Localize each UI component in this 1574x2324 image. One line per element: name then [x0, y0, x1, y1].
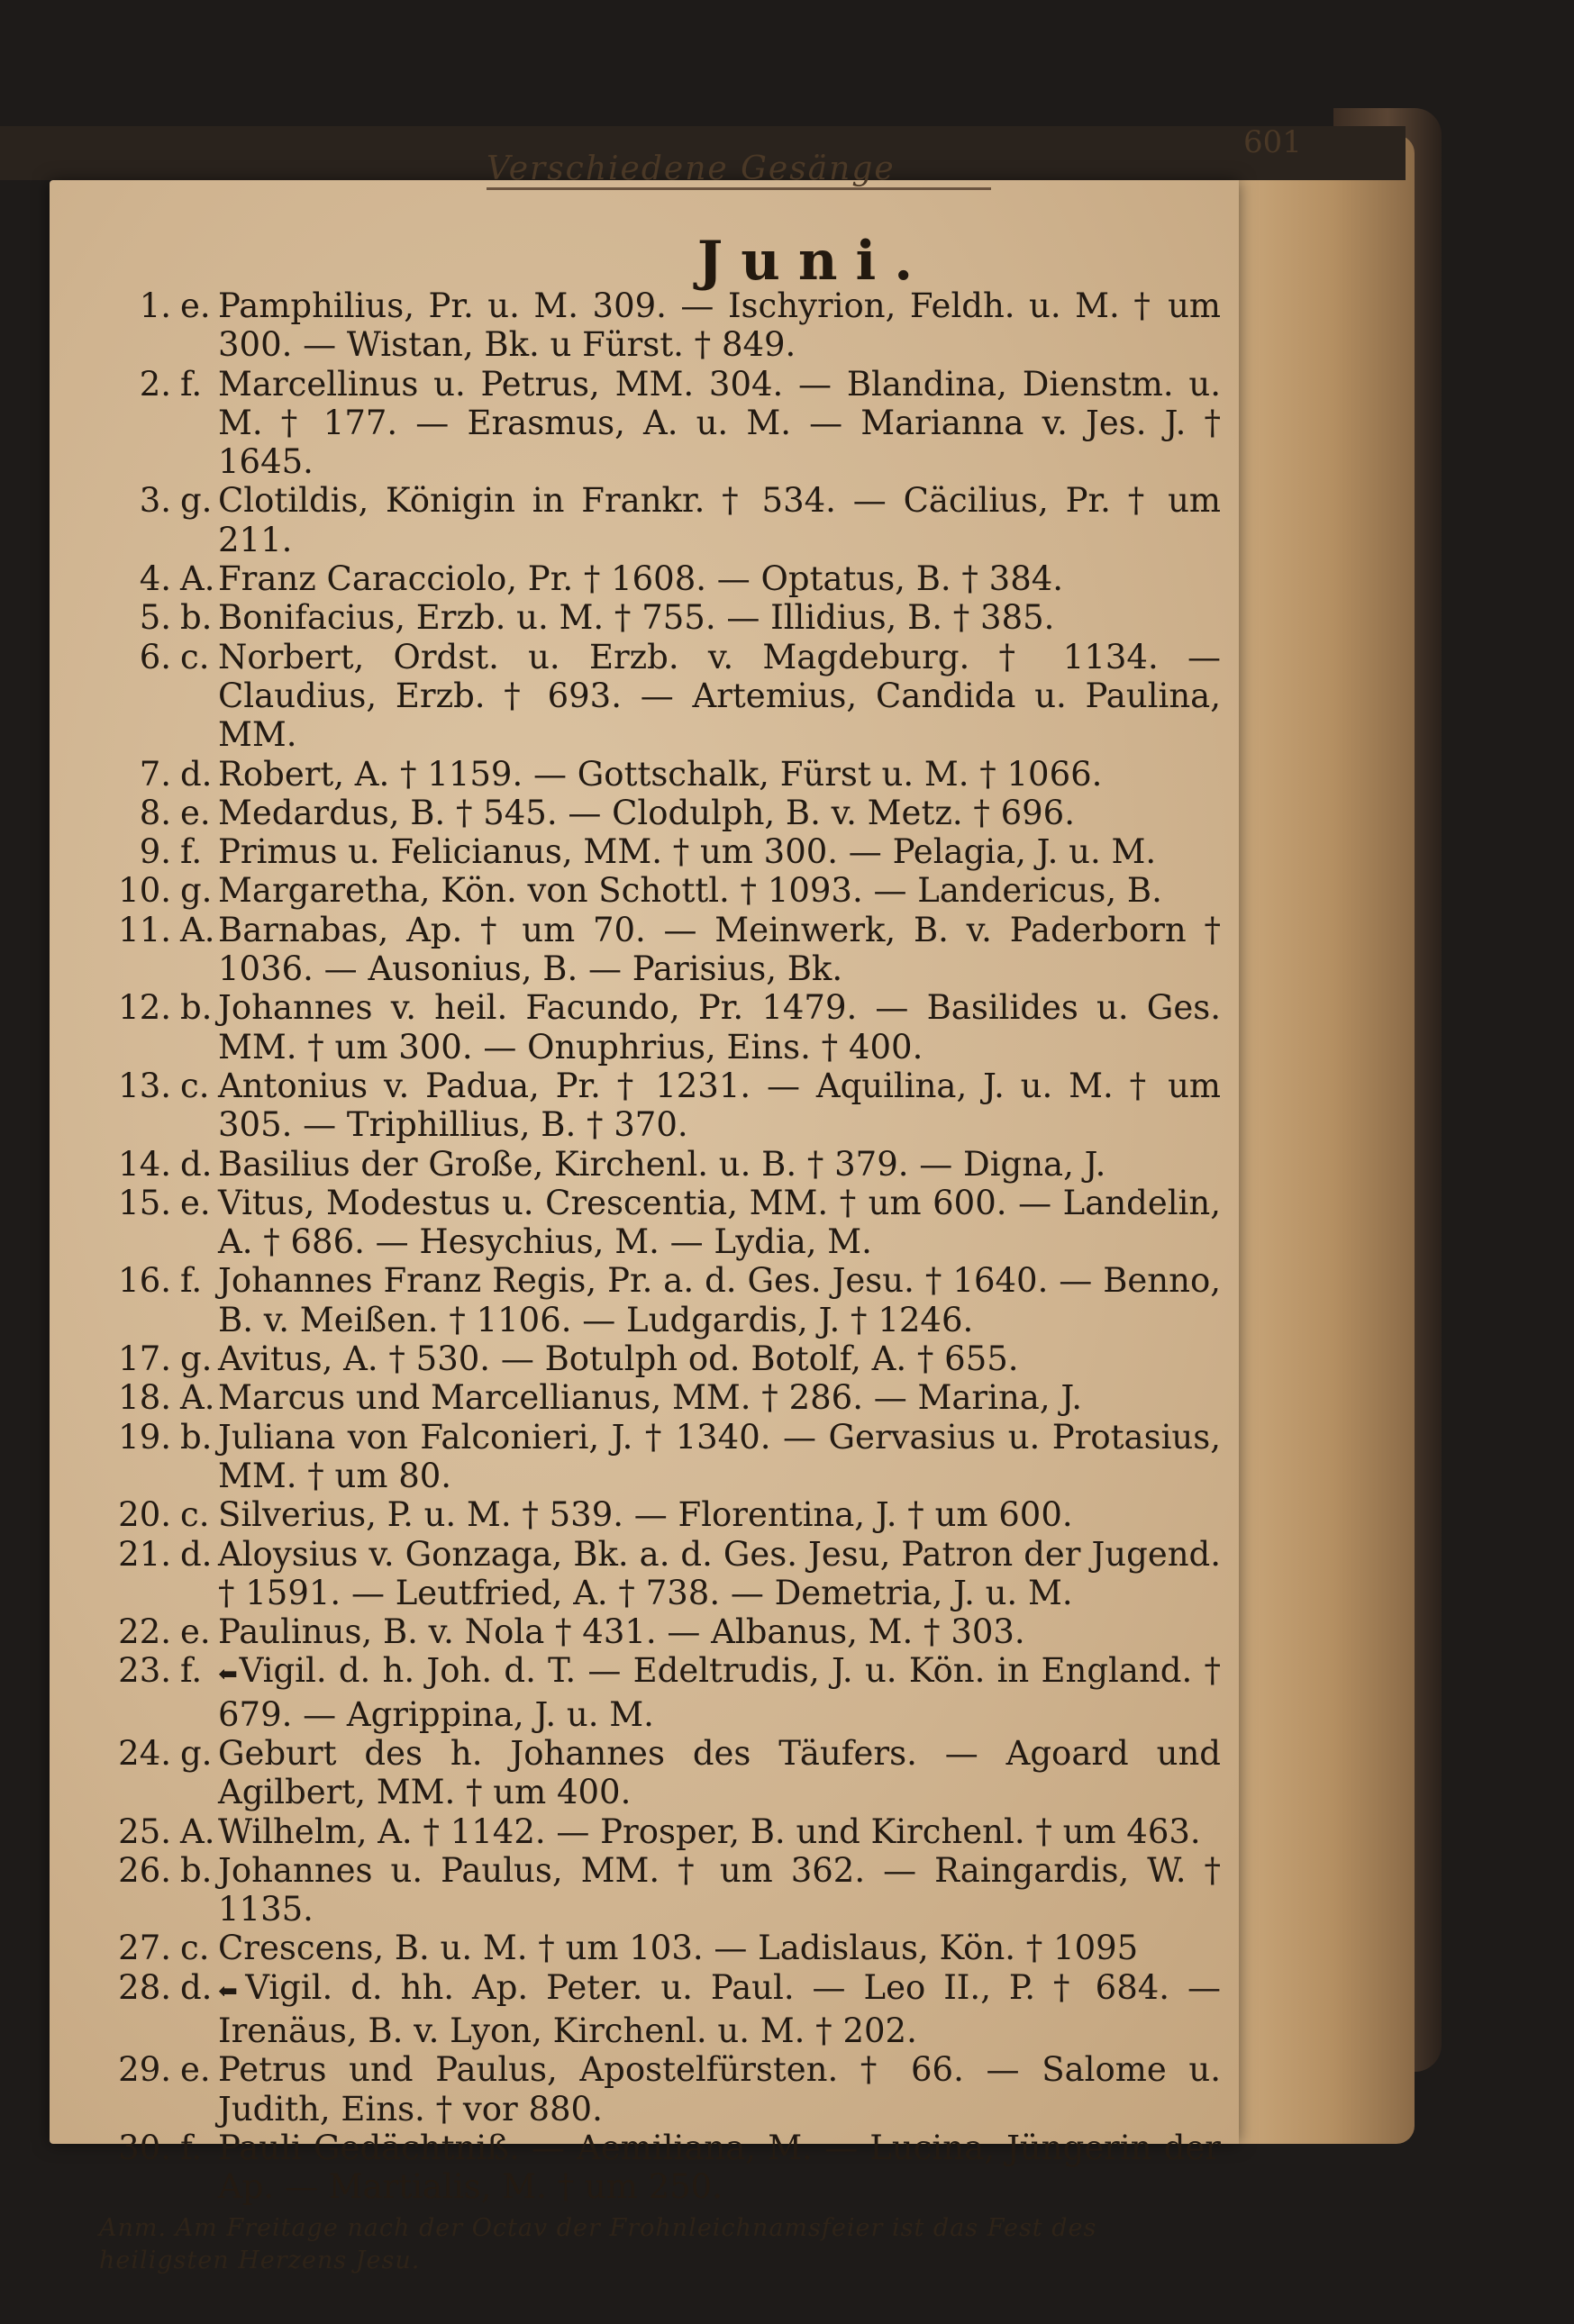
- day-number: 5.: [139, 598, 171, 638]
- footnote: Anm. Am Freitage nach der Octav der Frohnleichnamsfeier ist das Fest des heiligsten Herzens Jesu.: [99, 2213, 1097, 2274]
- page-number: 601: [1243, 124, 1302, 160]
- calendar-entry: [99, 1651, 1221, 1734]
- saints-text: Bonifacius, Erzb. u. M. † 755. — Illidius, B. † 385.: [218, 598, 1055, 638]
- dominical-letter: e.: [180, 286, 211, 325]
- calendar-entry: [99, 1067, 1221, 1145]
- calendar-entry: [99, 911, 1221, 989]
- dominical-letter: f.: [180, 832, 203, 872]
- saints-text: Franz Caracciolo, Pr. † 1608. — Optatus, B. † 384.: [218, 559, 1064, 599]
- day-number: 12.: [118, 988, 171, 1028]
- calendar-entry: [99, 1968, 1221, 2051]
- saints-text: ⬅ Vigil. d. h. Joh. d. T. — Edeltrudis, J. u. Kön. in England. † 679. — Agrippina, J. u. M.: [218, 1651, 1221, 1734]
- calendar-entry: [99, 638, 1221, 755]
- calendar-entry: [99, 1851, 1221, 1929]
- calendar-entry: [99, 2050, 1221, 2129]
- day-number: 14.: [118, 1144, 171, 1184]
- calendar-entry: [99, 1929, 1221, 1967]
- calendar-entry: [99, 794, 1221, 832]
- dominical-letter: b.: [180, 988, 213, 1028]
- saints-text: Antonius v. Padua, Pr. † 1231. — Aquilina, J. u. M. † um 305. — Triphillius, B. † 370.: [218, 1066, 1221, 1145]
- calendar-entry: [99, 1184, 1221, 1262]
- saints-text: Pauli Gedächtniß. — Aemiliana, M. — Lucina, Jüngerin der Ap. — Martialis, M. † um 250.: [218, 2128, 1221, 2207]
- saints-text: Silverius, P. u. M. † 539. — Florentina, J. † um 600.: [218, 1495, 1073, 1535]
- calendar-entry: [99, 1378, 1221, 1417]
- calendar-entry: [99, 1261, 1221, 1339]
- saints-text: Clotildis, Königin in Frankr. † 534. — Cäcilius, Pr. † um 211.: [218, 481, 1221, 559]
- dominical-letter: e.: [180, 2050, 211, 2090]
- day-number: 24.: [118, 1733, 171, 1773]
- dominical-letter: c.: [180, 637, 210, 676]
- day-number: 28.: [118, 1967, 171, 2007]
- dominical-letter: b.: [180, 598, 213, 638]
- calendar-entry: [99, 1734, 1221, 1812]
- dominical-letter: f.: [180, 1261, 203, 1301]
- saints-text: Aloysius v. Gonzaga, Bk. a. d. Ges. Jesu, Patron der Jugend. † 1591. — Leutfried, A. † 738. — Demetria, J. u. M.: [218, 1534, 1221, 1612]
- calendar-entry: [99, 1812, 1221, 1851]
- calendar-entry: [99, 1339, 1221, 1378]
- day-number: 26.: [118, 1850, 171, 1890]
- day-number: 13.: [118, 1066, 171, 1105]
- dominical-letter: A.: [180, 1378, 215, 1418]
- calendar-list: [99, 286, 1221, 2277]
- saints-text: ⬅ Vigil. d. hh. Ap. Peter. u. Paul. — Leo II., P. † 684. — Irenäus, B. v. Lyon, Kirchenl. u. M. † 202.: [218, 1967, 1221, 2051]
- saints-text: Norbert, Ordst. u. Erzb. v. Magdeburg. † 1134. — Claudius, Erzb. † 693. — Artemius, Candida u. Paulina, MM.: [218, 637, 1221, 755]
- saints-text: Margaretha, Kön. von Schottl. † 1093. — Landericus, B.: [218, 871, 1162, 911]
- saints-text: Johannes Franz Regis, Pr. a. d. Ges. Jesu. † 1640. — Benno, B. v. Meißen. † 1106. — Ludgardis, J. † 1246.: [218, 1261, 1221, 1339]
- day-number: 8.: [139, 793, 171, 832]
- day-number: 25.: [118, 1811, 171, 1851]
- day-number: 3.: [139, 481, 171, 521]
- dominical-letter: f.: [180, 364, 203, 404]
- day-number: 4.: [139, 559, 171, 599]
- page-edges: [1234, 135, 1415, 2144]
- saints-text: Geburt des h. Johannes des Täufers. — Agoard und Agilbert, MM. † um 400.: [218, 1733, 1221, 1812]
- calendar-entry: [99, 365, 1221, 482]
- fish-icon: ⬅: [218, 1661, 240, 1689]
- calendar-entry: [99, 598, 1221, 637]
- day-number: 17.: [118, 1339, 171, 1379]
- dominical-letter: g.: [180, 481, 213, 521]
- calendar-entry: [99, 2129, 1221, 2207]
- dominical-letter: d.: [180, 1534, 213, 1574]
- dominical-letter: g.: [180, 1733, 213, 1773]
- calendar-entry: [99, 871, 1221, 910]
- dominical-letter: c.: [180, 1929, 210, 1968]
- dominical-letter: c.: [180, 1495, 210, 1535]
- month-title: Juni.: [696, 230, 932, 293]
- day-number: 11.: [118, 910, 171, 949]
- saints-text: Petrus und Paulus, Apostelfürsten. † 66. — Salome u. Judith, Eins. † vor 880.: [218, 2050, 1221, 2129]
- day-number: 20.: [118, 1495, 171, 1535]
- dominical-letter: e.: [180, 1612, 211, 1652]
- calendar-entry: [99, 1495, 1221, 1534]
- calendar-entry: [99, 1418, 1221, 1496]
- day-number: 19.: [118, 1417, 171, 1457]
- day-number: 23.: [118, 1651, 171, 1691]
- calendar-entry: [99, 988, 1221, 1067]
- dominical-letter: f.: [180, 2128, 203, 2167]
- day-number: 9.: [139, 832, 171, 872]
- day-number: 30.: [118, 2128, 171, 2167]
- saints-text: Wilhelm, A. † 1142. — Prosper, B. und Kirchenl. † um 463.: [218, 1811, 1201, 1851]
- saints-text: Juliana von Falconieri, J. † 1340. — Gervasius u. Protasius, MM. † um 80.: [218, 1417, 1221, 1495]
- calendar-entry: [99, 1145, 1221, 1184]
- day-number: 22.: [118, 1612, 171, 1652]
- dominical-letter: A.: [180, 559, 215, 599]
- day-number: 27.: [118, 1929, 171, 1968]
- saints-text: Robert, A. † 1159. — Gottschalk, Fürst u. M. † 1066.: [218, 754, 1103, 794]
- day-number: 6.: [139, 637, 171, 676]
- dominical-letter: d.: [180, 754, 213, 794]
- day-number: 7.: [139, 754, 171, 794]
- calendar-entry: [99, 481, 1221, 559]
- dominical-letter: A.: [180, 910, 215, 949]
- day-number: 10.: [118, 871, 171, 911]
- calendar-entry: [99, 286, 1221, 365]
- entries: [99, 286, 1221, 2207]
- dominical-letter: f.: [180, 1651, 203, 1691]
- dominical-letter: d.: [180, 1967, 213, 2007]
- calendar-entry: [99, 559, 1221, 598]
- running-head: Verschiedene Gesänge: [487, 151, 991, 190]
- dominical-letter: A.: [180, 1811, 215, 1851]
- saints-text: Primus u. Felicianus, MM. † um 300. — Pelagia, J. u. M.: [218, 832, 1157, 872]
- saints-text: Marcus und Marcellianus, MM. † 286. — Marina, J.: [218, 1378, 1083, 1418]
- calendar-entry: [99, 1535, 1221, 1613]
- dominical-letter: g.: [180, 1339, 213, 1379]
- saints-text: Vitus, Modestus u. Crescentia, MM. † um 600. — Landelin, A. † 686. — Hesychius, M. — Lydia, M.: [218, 1183, 1221, 1262]
- fish-icon: ⬅: [218, 1977, 246, 2005]
- saints-text: Johannes u. Paulus, MM. † um 362. — Raingardis, W. † 1135.: [218, 1850, 1221, 1929]
- saints-text: Barnabas, Ap. † um 70. — Meinwerk, B. v. Paderborn † 1036. — Ausonius, B. — Parisius, Bk.: [218, 910, 1221, 989]
- day-number: 1.: [139, 286, 171, 325]
- dominical-letter: e.: [180, 793, 211, 832]
- saints-text: Johannes v. heil. Facundo, Pr. 1479. — Basilides u. Ges. MM. † um 300. — Onuphrius, Eins. † 400.: [218, 988, 1221, 1067]
- calendar-entry: [99, 1612, 1221, 1651]
- saints-text: Avitus, A. † 530. — Botulph od. Botolf, A. † 655.: [218, 1339, 1019, 1379]
- day-number: 15.: [118, 1183, 171, 1222]
- dominical-letter: e.: [180, 1183, 211, 1222]
- day-number: 29.: [118, 2050, 171, 2090]
- dominical-letter: g.: [180, 871, 213, 911]
- dominical-letter: b.: [180, 1417, 213, 1457]
- saints-text: Pamphilius, Pr. u. M. 309. — Ischyrion, Feldh. u. M. † um 300. — Wistan, Bk. u Fürst. † 849.: [218, 286, 1221, 365]
- day-number: 18.: [118, 1378, 171, 1418]
- saints-text: Paulinus, B. v. Nola † 431. — Albanus, M. † 303.: [218, 1612, 1025, 1652]
- day-number: 16.: [118, 1261, 171, 1301]
- dominical-letter: d.: [180, 1144, 213, 1184]
- saints-text: Medardus, B. † 545. — Clodulph, B. v. Metz. † 696.: [218, 793, 1075, 832]
- saints-text: Marcellinus u. Petrus, MM. 304. — Blandina, Dienstm. u. M. † 177. — Erasmus, A. u. M. — Marianna v. Jes. J. † 1645.: [218, 364, 1221, 482]
- dominical-letter: c.: [180, 1066, 210, 1105]
- calendar-entry: [99, 832, 1221, 871]
- saints-text: Crescens, B. u. M. † um 103. — Ladislaus, Kön. † 1095: [218, 1929, 1139, 1968]
- day-number: 2.: [139, 364, 171, 404]
- saints-text: Basilius der Große, Kirchenl. u. B. † 379. — Digna, J.: [218, 1144, 1106, 1184]
- dominical-letter: b.: [180, 1850, 213, 1890]
- day-number: 21.: [118, 1534, 171, 1574]
- calendar-entry: [99, 755, 1221, 794]
